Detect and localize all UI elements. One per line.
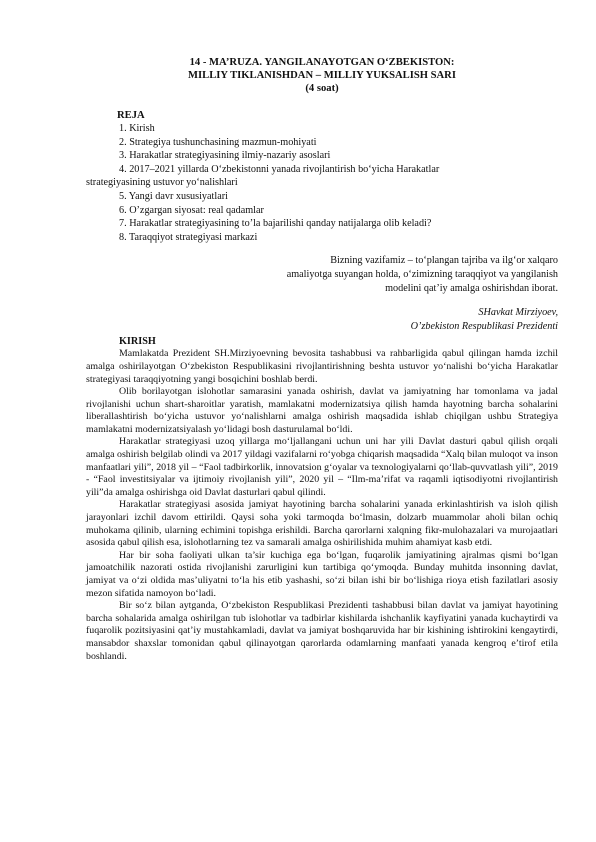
epigraph-line-3: modelini qat’iy amalga oshirishdan iborat. — [385, 282, 558, 294]
body-paragraph: Mamlakatda Prezident SH.Mirziyoevning bevosita tashabbusi va rahbarligida qabul qilingan hamda izchil amalga oshirilayotgan O‘zbekiston Respublikasini rivojlantirishning beshta ustuvor yo‘nalishi bo‘yicha Harakatlar strategiyasi taraqqiyotning yangi bosqichini boshlab berdi. — [86, 348, 558, 385]
epigraph-role: O’zbekiston Respublikasi Prezidenti — [410, 320, 558, 332]
epigraph-signature — [86, 306, 558, 333]
epigraph — [86, 254, 558, 295]
plan-item: 4. 2017–2021 yillarda O‘zbekistonni yanada rivojlantirish bo‘yicha Harakatlar — [119, 163, 440, 175]
section-title: KIRISH — [119, 336, 156, 348]
body-paragraph: Har bir soha faoliyati ulkan ta’sir kuchiga ega bo‘lgan, fuqarolik jamiyatining ajralmas qismi bo‘lgan jamoatchilik nazorati ostida rivojlanishi zarurligini kun tartibiga qo‘ymoqda. Bunday muhitda insonning davlat, jamiyat va o‘zi oldida mas’uliyatni to‘la his etib yashashi, so‘zi bilan ishi bir bo‘lishiga rioya etish fazilatlari asosiy mezon sifatida namoyon bo‘ladi. — [86, 549, 558, 599]
body-paragraph: Harakatlar strategiyasi uzoq yillarga mo‘ljallangani uchun uni har yili Davlat dasturi qabul qilish orqali amalga oshirish belgilab olindi va 2017 yildagi vazifalarni ro‘yobga chiqarish maqsadida “Xalq bilan muloqot va inson manfaatlari yili”, 2018 yil – “Faol tadbirkorlik, innovatsion g‘oyalar va texnologiyalarni qo‘llab-quvvatlash yili”, 2019 - “Faol investitsiyalar va ijtimoiy rivojlanish yili”, 2020 yil – “Ilm-ma’rifat va raqamli iqtisodiyotni rivojlantirish yili”da amalga oshirishga oid Davlat dasturlari qabul qilindi. — [86, 436, 558, 498]
plan-item: 8. Taraqqiyot strategiyasi markazi — [119, 231, 258, 243]
plan-item: 3. Harakatlar strategiyasining ilmiy-nazariy asoslari — [119, 150, 331, 162]
lecture-title — [86, 56, 558, 95]
plan-item-continuation: strategiyasining ustuvor yo‘nalishlari — [86, 177, 238, 189]
title-line-2: MILLIY TIKLANISHDAN – MILLIY YUKSALISH SARI — [188, 70, 456, 81]
title-line-1: 14 - MA’RUZA. YANGILANAYOTGAN O‘ZBEKISTON: — [189, 57, 455, 68]
plan-item: 1. Kirish — [119, 123, 155, 134]
title-hours: (4 soat) — [305, 83, 339, 94]
plan-heading: REJA — [117, 110, 145, 121]
body-paragraph: Bir so‘z bilan aytganda, O‘zbekiston Respublikasi Prezidenti tashabbusi bilan davlat va jamiyat hayotining barcha sohalarida amalga oshirilgan tub islohotlar va tadbirlar kishilarda ishchanlik kayfiyatini yanada kuchaytirdi va fuqarolik pozitsiyasini qat’iy mustahkamladi, davlat va jamiyat boshqaruvida har bir kishining ishtirokini kengaytirdi, mansabdor shaxslar tomonidan qabul qilinayotgan qarorlarda odamlarning manfaati yanada kengroq e’tirof etila boshlandi. — [86, 600, 558, 662]
body-paragraph: Olib borilayotgan islohotlar samarasini yanada oshirish, davlat va jamiyatning har tomonlama va jadal rivojlanishi uchun shart-sharoitlar yaratish, mamlakatni modernizatsiya qilish hamda hayotning barcha sohalarini liberallashtirish bo‘yicha ustuvor yo‘nalishlarni amalga oshirish maqsadida ishlab chiqilgan ushbu Strategiya mamlakatni modernizatsiyalash yo‘lidagi bosh dasturulamal bo‘ldi. — [86, 386, 558, 435]
plan-list — [86, 122, 558, 244]
epigraph-author: SHavkat Mirziyoev, — [478, 307, 558, 319]
plan-item: 2. Strategiya tushunchasining mazmun-mohiyati — [119, 136, 317, 148]
epigraph-line-2: amaliyotga suyangan holda, o‘zimizning taraqqiyot va yangilanish — [286, 268, 558, 280]
plan-item: 6. O’zgargan siyosat: real qadamlar — [119, 204, 264, 216]
plan-item: 5. Yangi davr xususiyatlari — [119, 190, 228, 202]
epigraph-line-1: Bizning vazifamiz – to‘plangan tajriba va ilg‘or xalqaro — [330, 255, 558, 267]
body-paragraph: Harakatlar strategiyasi asosida jamiyat hayotining barcha sohalarini yanada erkinlashtirish va isloh qilish jarayonlari izchil davom ettirildi. Qaysi soha yoki tarmoqda bo‘lmasin, dolzarb muammolar aholi bilan ochiq muhokama qilinib, ularning echimini topishga erishildi. Barcha qarorlarni xalqning fikr-mulohazalari va murojaatlari asosida qabul qilish esa, islohotlarning tez va samarali amalga oshirilishida muhim ahamiyat kasb etdi. — [86, 499, 558, 549]
plan-item: 7. Harakatlar strategiyasining to’la bajarilishi qanday natijalarga olib keladi? — [119, 218, 432, 230]
